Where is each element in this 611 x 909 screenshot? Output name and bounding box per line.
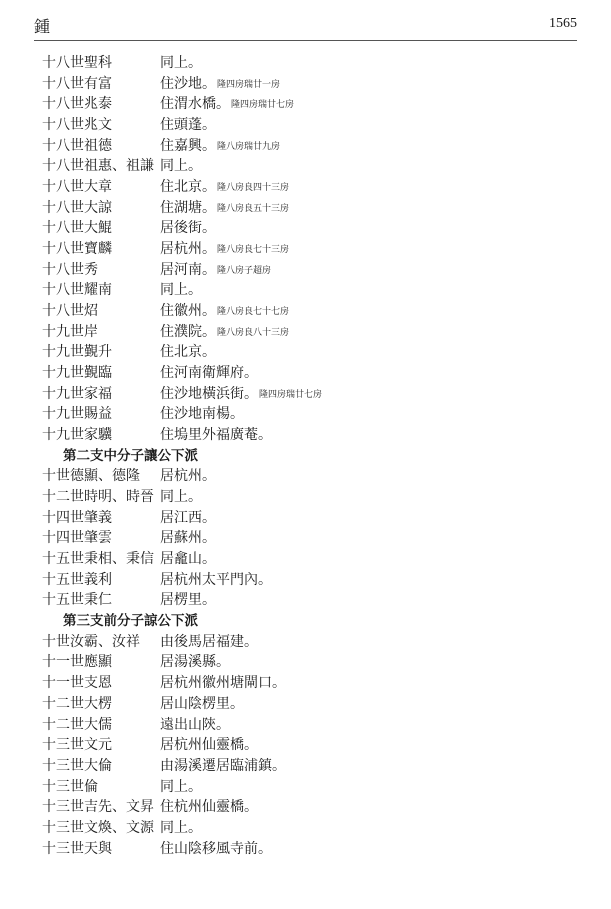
member-name: 十八世耀南 (42, 282, 112, 299)
genealogy-entry (42, 322, 582, 343)
genealogy-entry (42, 673, 582, 694)
genealogy-entry (42, 797, 582, 818)
residence-text: 同上。 (160, 158, 202, 175)
running-head-surname: 鍾 (34, 17, 51, 36)
genealogy-entry (42, 508, 582, 529)
residence-text: 住徽州。 (160, 303, 216, 320)
member-name: 十九世家福 (42, 385, 112, 402)
genealogy-entry (42, 260, 582, 281)
member-name: 十二世大楞 (42, 695, 112, 712)
genealogy-entry (42, 487, 582, 508)
residence-text: 住濮院。 (160, 323, 216, 340)
member-name: 十二世大儒 (42, 716, 112, 733)
member-name: 十世德顯、德隆 (42, 468, 140, 485)
member-name: 十九世覲升 (42, 344, 112, 361)
member-name: 十八世祖德 (42, 137, 112, 154)
member-name: 十八世大鯤 (42, 220, 112, 237)
residence-text: 同上。 (160, 489, 202, 506)
residence-text: 遠出山陝。 (160, 716, 230, 733)
genealogy-entry (42, 384, 582, 405)
genealogy-entry (42, 177, 582, 198)
genealogy-entry (42, 301, 582, 322)
residence-text: 住沙地橫浜街。 (160, 385, 258, 402)
member-name: 十八世兆文 (42, 117, 112, 134)
residence-text: 居杭州。 (160, 468, 216, 485)
branch-section-heading: 第二支中分子讓公下派 (63, 447, 198, 464)
residence-text: 住渭水橋。 (160, 96, 230, 113)
residence-text: 同上。 (160, 778, 202, 795)
residence-text: 住北京。 (160, 344, 216, 361)
residence-text: 居杭州太平門內。 (160, 571, 272, 588)
branch-note: 隆八房良七十三房 (217, 245, 290, 256)
branch-note: 隆八房瑞廿九房 (217, 141, 281, 152)
member-name: 十三世天與 (42, 840, 112, 857)
residence-text: 住湖塘。 (160, 199, 216, 216)
member-name: 十八世聖科 (42, 55, 112, 71)
genealogy-entry (42, 694, 582, 715)
genealogy-entry (42, 549, 582, 570)
genealogy-entry (42, 115, 582, 136)
member-name: 十九世家驥 (42, 427, 112, 444)
residence-text: 由後馬居福建。 (160, 633, 258, 650)
genealogy-entry (42, 632, 582, 653)
residence-text: 住嘉興。 (160, 137, 216, 154)
residence-text: 住河南衛輝府。 (160, 365, 258, 382)
genealogy-entry (42, 239, 582, 260)
genealogy-entry (42, 198, 582, 219)
member-name: 十一世應顯 (42, 654, 112, 671)
member-name: 十八世大章 (42, 179, 112, 196)
branch-note: 隆四房瑞廿一房 (217, 79, 281, 90)
genealogy-entry (42, 404, 582, 425)
member-name: 十世汝霸、汝祥 (42, 633, 140, 650)
genealogy-entry (42, 735, 582, 756)
residence-text: 居杭州徽州塘閘口。 (160, 675, 286, 692)
branch-note: 隆八房良四十三房 (217, 183, 290, 194)
genealogy-entry (42, 818, 582, 839)
genealogy-entry (42, 570, 582, 591)
genealogy-entry (42, 715, 582, 736)
genealogy-entry (42, 156, 582, 177)
member-name: 十一世支恩 (42, 675, 112, 692)
residence-text: 居杭州。 (160, 241, 216, 258)
residence-text: 同上。 (160, 282, 202, 299)
residence-text: 居河南。 (160, 261, 216, 278)
genealogy-entry (42, 466, 582, 487)
member-name: 十八世秀 (42, 261, 98, 278)
branch-note: 隆八房良五十三房 (217, 203, 290, 214)
member-name: 十八世寶麟 (42, 241, 112, 258)
genealogy-entry (42, 280, 582, 301)
member-name: 十八世炤 (42, 303, 98, 320)
residence-text: 住杭州仙靈橋。 (160, 799, 258, 816)
genealogy-entry (42, 218, 582, 239)
member-name: 十三世文元 (42, 737, 112, 754)
residence-text: 住頭蓬。 (160, 117, 216, 134)
page-number: 1565 (549, 16, 577, 31)
genealogy-entry (42, 363, 582, 384)
member-name: 十三世倫 (42, 778, 98, 795)
residence-text: 同上。 (160, 55, 202, 71)
residence-text: 居蘇州。 (160, 530, 216, 547)
branch-note: 隆八房良八十三房 (217, 327, 290, 338)
residence-text: 居杭州仙靈橋。 (160, 737, 258, 754)
genealogy-entry (42, 652, 582, 673)
genealogy-entry (42, 74, 582, 95)
residence-text: 同上。 (160, 819, 202, 836)
member-name: 十五世義利 (42, 571, 112, 588)
genealogy-entry (42, 425, 582, 446)
member-name: 十五世秉仁 (42, 592, 112, 609)
residence-text: 居楞里。 (160, 592, 216, 609)
branch-note: 隆八房良七十七房 (217, 307, 290, 318)
genealogy-entry (42, 756, 582, 777)
residence-text: 住山陰移風寺前。 (160, 840, 272, 857)
genealogy-entry (42, 839, 582, 860)
residence-text: 住塢里外福廣菴。 (160, 427, 272, 444)
residence-text: 住沙地南楊。 (160, 406, 244, 423)
member-name: 十四世肇雲 (42, 530, 112, 547)
residence-text: 住沙地。 (160, 75, 216, 92)
genealogy-entry (42, 528, 582, 549)
branch-section-heading: 第三支前分子諒公下派 (63, 613, 198, 630)
page-header (34, 14, 577, 41)
member-name: 十三世文煥、文源 (42, 819, 154, 836)
member-name: 十九世覲臨 (42, 365, 112, 382)
residence-text: 居江西。 (160, 509, 216, 526)
branch-note: 隆八房子超房 (217, 265, 272, 276)
branch-note: 隆四房瑞廿七房 (231, 100, 295, 111)
genealogy-entry (42, 53, 582, 74)
genealogy-entry (42, 94, 582, 115)
member-name: 十八世祖惠、祖謙 (42, 158, 154, 175)
residence-text: 居後街。 (160, 220, 216, 237)
member-name: 十二世時明、時晉 (42, 489, 154, 506)
genealogy-entry (42, 342, 582, 363)
member-name: 十八世兆泰 (42, 96, 112, 113)
residence-text: 由湯溪遷居臨浦鎮。 (160, 757, 286, 774)
member-name: 十五世秉相、秉信 (42, 551, 154, 568)
member-name: 十八世有富 (42, 75, 112, 92)
residence-text: 居山陰楞里。 (160, 695, 244, 712)
residence-text: 居龕山。 (160, 551, 216, 568)
residence-text: 住北京。 (160, 179, 216, 196)
branch-note: 隆四房瑞廿七房 (259, 389, 323, 400)
genealogy-entry (42, 136, 582, 157)
genealogy-entry (42, 777, 582, 798)
genealogy-entry (42, 590, 582, 611)
member-name: 十三世吉先、文昇 (42, 799, 154, 816)
member-name: 十三世大倫 (42, 757, 112, 774)
member-name: 十四世肇義 (42, 509, 112, 526)
genealogy-entry-list (42, 53, 582, 859)
member-name: 十九世賜益 (42, 406, 112, 423)
member-name: 十八世大諒 (42, 199, 112, 216)
residence-text: 居湯溪縣。 (160, 654, 230, 671)
member-name: 十九世岸 (42, 323, 98, 340)
